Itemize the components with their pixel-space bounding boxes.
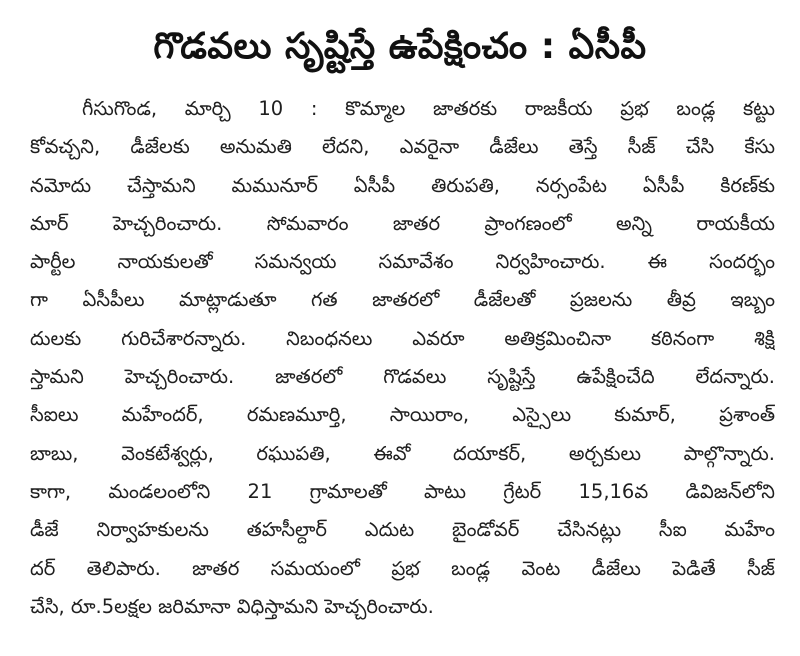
article-line: చేసి, రూ.5లక్షల జరిమానా విధిస్తామని హెచ్చరించారు. [30,594,434,618]
article-line: నమోదు చేస్తామని మమునూర్ ఏసీపీ తిరుపతి, నర్సంపేట ఏసీపీ కిరణ్‌కు [30,173,775,197]
article-line: స్తామని హెచ్చరించారు. జాతరలో గొడవలు సృష్టిస్తే ఉపేక్షించేది లేదన్నారు. [30,365,775,389]
article-line: సీఐలు మహేందర్, రమణమూర్తి, సాయిరాం, ఎస్సైలు కుమార్, ప్రశాంత్ [30,403,775,427]
article-body [30,90,775,626]
article-line: డీజే నిర్వాహకులను తహసీల్దార్ ఎదుట బైండోవర్ చేసినట్లు సీఐ మహేం [30,518,775,542]
article-line: మార్ హెచ్చరించారు. సోమవారం జాతర ప్రాంగణంలో అన్ని రాయకీయ [30,211,775,235]
article-line: బాబు, వెంకటేశ్వర్లు, రఘుపతి, ఈవో దయాకర్, అర్చకులు పాల్గొన్నారు. [30,441,775,465]
article-line: గీసుగొండ, మార్చి 10 : కొమ్మాల జాతరకు రాజకీయ ప్రభ బండ్ల కట్టు [82,97,775,120]
headline: గొడవలు సృష్టిస్తే ఉపేక్షించం : ఏసీపీ [153,26,647,67]
clipped-previous-text [26,0,786,8]
article-line: కాగా, మండలంలోని 21 గ్రామాలతో పాటు గ్రేటర్ 15,16వ డివిజన్‌లోని [30,479,775,503]
article-line: దులకు గురిచేశారన్నారు. నిబంధనలు ఎవరూ అతిక్రమించినా కఠినంగా శిక్షి [30,326,775,350]
article-line: కోవచ్చని, డీజేలకు అనుమతి లేదని, ఎవరైనా డీజేలు తెస్తే సీజ్ చేసి కేసు [30,135,775,159]
article-line: గా ఏసీపీలు మాట్లాడుతూ గత జాతరలో డీజేలతో ప్రజలను తీవ్ర ఇబ్బం [30,288,775,312]
article-line: దర్ తెలిపారు. జాతర సమయంలో ప్రభ బండ్ల వెంట డీజేలు పెడితే సీజ్ [30,556,775,580]
article-line: పార్టీల నాయకులతో సమన్వయ సమావేశం నిర్వహించారు. ఈ సందర్భం [30,250,775,274]
